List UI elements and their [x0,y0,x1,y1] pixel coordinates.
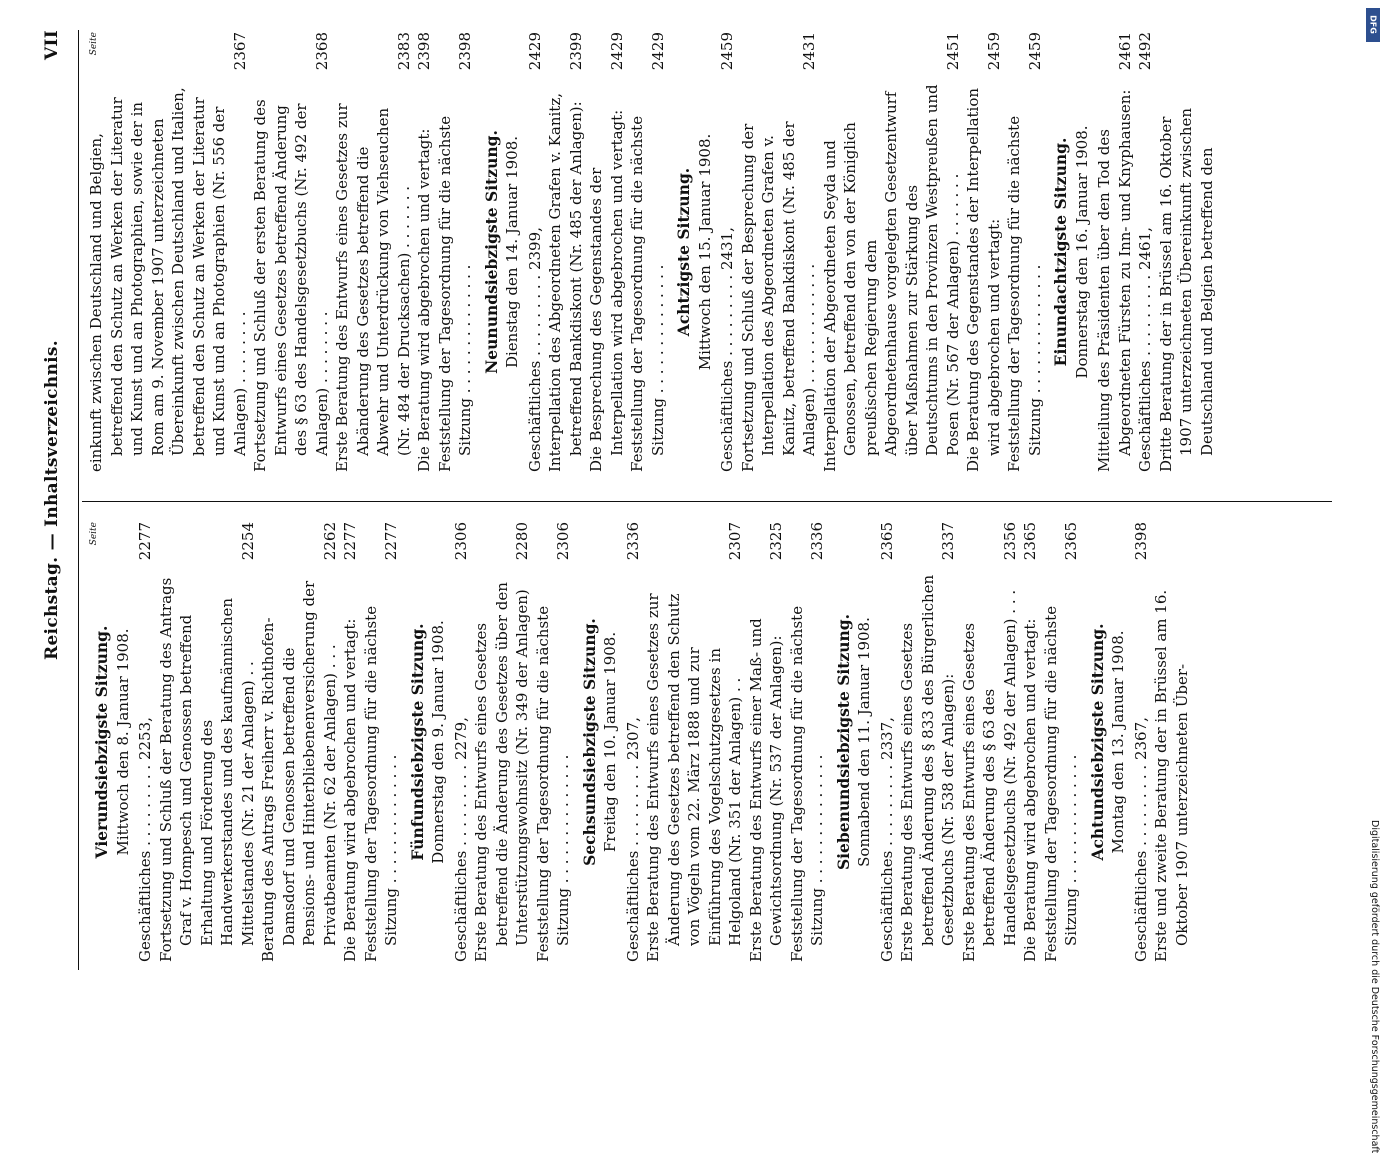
toc-page-number: 2492 [1136,32,1154,71]
toc-entry-text: Geschäftliches . . . . . . . . . 2461, [1136,227,1154,472]
toc-page-number: 2336 [623,522,642,561]
toc-page-number: 2307 [726,522,744,561]
toc-entry [963,32,1004,472]
toc-page-number: 2306 [451,522,470,561]
toc-entry [1156,32,1218,472]
toc-entry-text: Feststellung der Tagesordnung für die nächste Sitzung . . . . . . . . . . . . . . [533,605,572,962]
toc-page-number: 2337 [939,522,957,561]
toc-page-number: 2429 [607,32,626,71]
toc-entry [361,522,402,962]
toc-page-number: 2459 [984,32,1003,71]
toc-entry [1020,522,1041,962]
toc-entry-text: Fortsetzung und Schluß der ersten Beratung des Entwurfs eines Gesetzes betreffend Änderung des § 63 des Handelsgesetzbuchs (Nr. 492 der Anlagen) . . . . . . . . [251,99,331,472]
toc-entry-text: Feststellung der Tagesordnung für die nächste Sitzung . . . . . . . . . . . . . . [787,605,826,962]
toc-entry [525,32,546,472]
toc-entry [1151,522,1192,962]
toc-page-number: 2368 [312,32,331,71]
toc-entry-text: Geschäftliches . . . . . . . . . 2253, [136,717,154,962]
session-date: Dienstag den 14. Januar 1908. [503,135,521,369]
session-title: Vierundsiebzigste Sitzung. [92,625,111,859]
toc-entry-text: Erste Beratung des Entwurfs eines Gesetzes betreffend Änderung des § 63 des Handelsgesetzbuchs (Nr. 492 der Anlagen) . . . [959,589,1019,962]
toc-entry-text: Die Beratung wird abgebrochen und vertagt: [415,128,433,472]
toc-page-number: 2365 [877,522,896,561]
toc-entry-text: Geschäftliches . . . . . . . . . 2279, [451,717,470,962]
toc-entry-text: Geschäftliches . . . . . . . . . 2399, [525,227,544,472]
toc-entry-text: Die Beratung wird abgebrochen und vertagt: [341,618,359,962]
session-date: Freitag den 10. Januar 1908. [601,631,619,853]
toc-entry-text: Geschäftliches . . . . . . . . . 2337, [877,717,896,962]
toc-entry [435,32,476,472]
toc-page-number: 2277 [341,522,359,561]
toc-entry-text: Die Beratung des Gegenstandes der Interpellation wird abgebrochen und vertagt: [964,87,1003,472]
toc-entry [471,522,533,962]
toc-page-number: 2277 [382,522,400,561]
toc-page-number: 2459 [1025,32,1044,71]
toc-page-number: 2306 [554,522,572,561]
session-title: Siebenundsiebzigste Sitzung. [833,613,853,871]
session-title: Einundachtzigste Sitzung. [1051,137,1070,367]
toc-entry-text: Interpellation der Abgeordneten Seyda und Genossen, betreffend den von der Königlich preußischen Regierung dem Abgeordnetenhause vorgelegten Gesetzentwurf über Maßnahmen zur Stärkung des Deutschtums in den Provinzen Westpreußen und Posen (Nr. 567 der Anlagen) . . . . . . . [820,84,962,472]
seite-label: Seite [89,32,99,56]
toc-entry [414,32,435,472]
toc-entry [1135,32,1156,472]
toc-entry [451,522,472,962]
toc-entry-text: Erste Beratung des Entwurfs eines Gesetzes betreffend die Änderung des Gesetzes über den Unterstützungswohnsitz (Nr. 349 der Anlagen) [472,582,531,962]
page-number: VII [42,30,62,60]
toc-entry [877,522,898,962]
toc-entry [1004,32,1045,472]
toc-page-number: 2431 [800,32,818,71]
toc-entry [86,32,250,472]
dfg-logo: DFG [1366,8,1380,42]
toc-entry [820,32,964,472]
session-date: Mittwoch den 8. Januar 1908. [113,628,132,856]
toc-entry-text: Feststellung der Tagesordnung für die nächste Sitzung . . . . . . . . . . . . . . [361,605,400,962]
toc-entry-text: Fortsetzung und Schluß der Beratung des Antrags Graf v. Hompesch und Genossen betreffend Erhaltung und Förderung des Handwerkerstandes und des kaufmännischen Mittelstandes (Nr. 21 der Anlagen) . . [156,577,257,962]
toc-entry-text: Geschäftliches . . . . . . . . . 2367, [1131,717,1150,962]
toc-page-number: 2398 [456,32,474,71]
toc-entry [643,522,746,962]
funding-note: Digitalisierung gefördert durch die Deutsche Forschungsgemeinschaft [1369,820,1380,1153]
toc-entry [717,32,738,472]
toc-entry [586,32,627,472]
session-title: Sechsundsiebzigste Sitzung. [579,618,599,866]
running-title: Reichstag. — Inhaltsverzeichnis. [42,340,62,660]
toc-page-number: 2429 [525,32,544,71]
toc-page-number: 2280 [513,522,531,561]
running-header [42,30,72,970]
toc-entry-text: einkunft zwischen Deutschland und Belgien, betreffend den Schutz an Werken der Literatur und Kunst und an Photographien, sowie der in Rom am 9. November 1907 unterzeichneten Übereinkunft zwischen Deutschland und Italien, betreffend den Schutz an Werken der Literatur und Kunst und an Photographien (Nr. 556 der Anlagen) . . . . . . . . [87,87,249,472]
toc-page-number: 2451 [943,32,962,71]
toc-entry-text: Geschäftliches . . . . . . . . . 2307, [623,717,642,962]
toc-page-number: 2429 [648,32,667,71]
toc-page-number: 2399 [566,32,585,71]
left-column [86,522,1192,962]
toc-page-number: 2367 [230,32,249,71]
toc-page-number: 2383 [394,32,413,71]
seite-label: Seite [89,522,99,546]
toc-entry-text: Die Besprechung des Gegenstandes der Interpellation wird abgebrochen und vertagt: [587,109,626,472]
session-title: Achtzigste Sitzung. [674,167,693,337]
session-title: Achtundsiebzigste Sitzung. [1087,623,1107,861]
toc-entry-text: Fortsetzung und Schluß der Besprechung der Interpellation des Abgeordneten Grafen v. Kanitz, betreffend Bankdiskont (Nr. 485 der Anlagen) . . . . . . . . . . . . . [738,121,818,472]
toc-page-number: 2277 [136,522,154,561]
toc-entry [787,522,828,962]
session-date: Mittwoch den 15. Januar 1908. [695,133,714,371]
toc-page-number: 2398 [1131,522,1150,561]
toc-entry-text: Dritte Beratung der in Brüssel am 16. Oktober 1907 unterzeichneten Übereinkunft zwischen Deutschland und Belgien betreffend den [1156,107,1216,472]
toc-entry-text: Erste Beratung des Entwurfs eines Gesetzes zur Änderung des Gesetzes betreffend den Schutz von Vögeln vom 22. März 1888 und zur Einführung des Vogelschutzgesetzes in Helgoland (Nr. 351 der Anlagen) . . [644,593,744,962]
toc-page-number: 2262 [320,522,339,561]
toc-entry-text: Feststellung der Tagesordnung für die nächste Sitzung . . . . . . . . . . . . . . [1041,605,1080,962]
toc-page-number: 2336 [808,522,826,561]
toc-entry [627,32,668,472]
toc-entry-text: Die Beratung wird abgebrochen und vertagt: [1021,618,1039,962]
toc-page-number: 2398 [415,32,433,71]
toc-entry [135,522,156,962]
toc-entry [533,522,574,962]
toc-entry-text: Geschäftliches . . . . . . . . . 2431, [718,227,736,472]
session-date: Donnerstag den 9. Januar 1908. [429,620,447,864]
toc-entry-text: Erste Beratung des Entwurfs eines Gesetzes betreffend Änderung des § 833 des Bürgerlichen Gesetzbuchs (Nr. 538 der Anlagen): [898,574,957,962]
toc-entry-text: Erste Beratung des Entwurfs einer Maß- und Gewichtsordnung (Nr. 537 der Anlagen): [746,618,785,962]
toc-entry-text: Erste und zweite Beratung der in Brüssel am 16. Oktober 1907 unterzeichneten Über- [1152,589,1191,962]
toc-entry [623,522,644,962]
toc-entry-text: Feststellung der Tagesordnung für die nächste Sitzung . . . . . . . . . . . . . . [628,115,667,472]
toc-entry [1041,522,1082,962]
toc-page-number: 2356 [1000,522,1019,561]
toc-entry-text: Mitteilung des Präsidenten über den Tod des Abgeordneten Fürsten zu Inn- und Knyphausen: [1095,89,1134,472]
toc-entry [340,522,361,962]
session-title: Fünfundsiebzigste Sitzung. [407,623,427,861]
toc-entry-text: Beratung des Antrags Freiherr v. Richthofen-Damsdorf und Genossen betreffend die Pensions- und Hinterbliebenenversicherung der Privatbeamten (Nr. 62 der Anlagen) . . . [259,580,339,962]
session-title: Neunundsiebzigste Sitzung. [481,130,501,374]
toc-entry [746,522,787,962]
toc-entry-text: Erste Beratung des Entwurfs eines Gesetzes zur Abänderung des Gesetzes betreffend die Abwehr und Unterdrückung von Viehseuchen (Nr. 484 der Drucksachen) . . . . . . . [333,103,413,472]
toc-page-number: 2459 [718,32,736,71]
toc-entry [258,522,340,962]
toc-entry [1094,32,1135,472]
toc-entry [738,32,820,472]
right-column [86,32,1217,472]
toc-entry [250,32,332,472]
toc-entry [959,522,1021,962]
session-date: Donnerstag den 16. Januar 1908. [1072,125,1091,379]
toc-entry [156,522,259,962]
session-date: Montag den 13. Januar 1908. [1109,630,1127,854]
toc-page-number: 2254 [238,522,257,561]
header-rule [78,30,79,970]
session-date: Sonnabend den 11. Januar 1908. [855,617,873,867]
toc-entry [897,522,959,962]
toc-entry-text: Feststellung der Tagesordnung für die nächste Sitzung . . . . . . . . . . . . . . [435,115,474,472]
toc-entry-text: Feststellung der Tagesordnung für die nächste Sitzung . . . . . . . . . . . . . . [1005,115,1044,472]
toc-page-number: 2365 [1021,522,1039,561]
column-divider [82,501,1332,502]
toc-entry-text: Interpellation des Abgeordneten Grafen v. Kanitz, betreffend Bankdiskont (Nr. 485 der Anlagen): [546,93,585,472]
toc-page-number: 2365 [1062,522,1080,561]
toc-entry [1131,522,1152,962]
toc-page-number: 2325 [767,522,785,561]
toc-page-number: 2461 [1115,32,1134,71]
toc-entry [545,32,586,472]
toc-entry [332,32,414,472]
